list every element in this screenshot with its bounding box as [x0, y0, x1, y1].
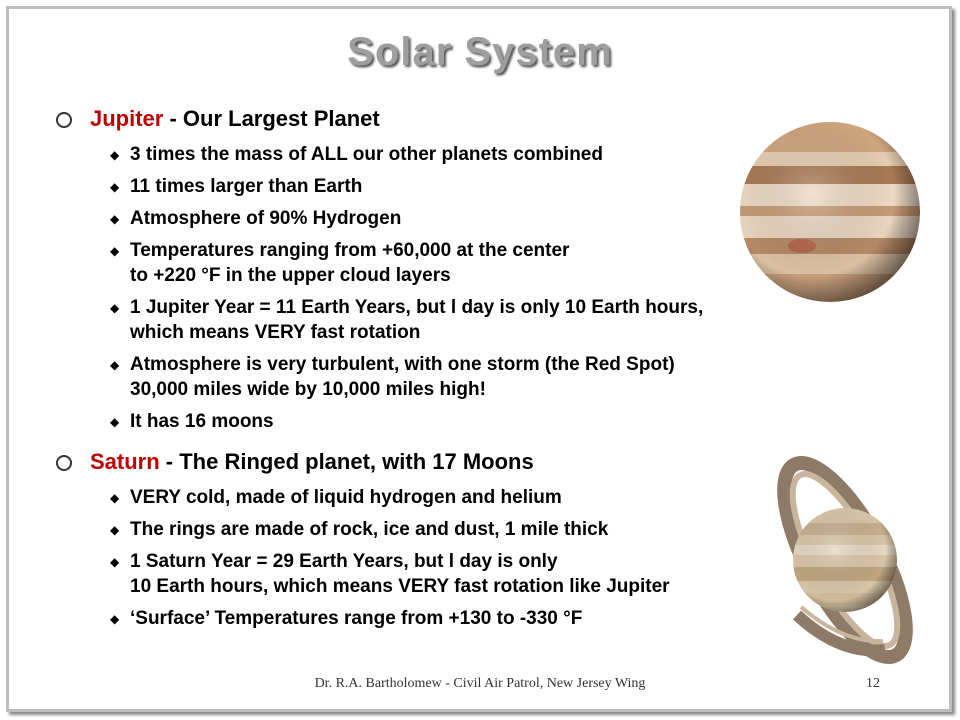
bullet-line: to +220 °F in the upper cloud layers [130, 265, 451, 286]
bullet-line: ‘Surface’ Temperatures range from +130 to -330 °F [130, 608, 583, 629]
diamond-bullet-icon: ◆ [110, 148, 120, 162]
circle-bullet-icon [56, 455, 72, 471]
bullet-item [52, 295, 892, 345]
bullet-line: 30,000 miles wide by 10,000 miles high! [130, 379, 486, 400]
diamond-bullet-icon: ◆ [110, 612, 120, 626]
bullet-line: The rings are made of rock, ice and dust, 1 mile thick [130, 519, 609, 540]
bullet-line: 1 Jupiter Year = 11 Earth Years, but l day is only 10 Earth hours, [130, 297, 704, 318]
page-number: 12 [866, 676, 880, 691]
bullet-line: 1 Saturn Year = 29 Earth Years, but l day is only [130, 551, 558, 572]
diamond-bullet-icon: ◆ [110, 415, 120, 429]
content-list [52, 102, 892, 638]
diamond-bullet-icon: ◆ [110, 301, 120, 315]
bullet-line: 11 times larger than Earth [130, 176, 363, 197]
bullet-line: Temperatures ranging from +60,000 at the center [130, 240, 570, 261]
diamond-bullet-icon: ◆ [110, 491, 120, 505]
section-keyword: Jupiter [90, 106, 164, 131]
section-keyword: Saturn [90, 449, 160, 474]
diamond-bullet-icon: ◆ [110, 244, 120, 258]
bullet-line: which means VERY fast rotation [130, 322, 421, 343]
bullet-item [52, 142, 892, 167]
diamond-bullet-icon: ◆ [110, 180, 120, 194]
bullet-item [52, 549, 892, 599]
section-heading-text: - The Ringed planet, with 17 Moons [159, 449, 534, 474]
bullet-item [52, 352, 892, 402]
footer-text: Dr. R.A. Bartholomew - Civil Air Patrol, New Jersey Wing [314, 676, 646, 691]
section-heading [52, 106, 892, 132]
diamond-bullet-icon: ◆ [110, 523, 120, 537]
bullet-item [52, 517, 892, 542]
slide-title: Solar System [347, 30, 613, 74]
bullet-line: It has 16 moons [130, 411, 274, 432]
bullet-line: VERY cold, made of liquid hydrogen and helium [130, 487, 562, 508]
bullet-item [52, 206, 892, 231]
bullet-line: 3 times the mass of ALL our other planets combined [130, 144, 603, 165]
diamond-bullet-icon: ◆ [110, 212, 120, 226]
bullet-line: 10 Earth hours, which means VERY fast rotation like Jupiter [130, 576, 670, 597]
bullet-item [52, 238, 892, 288]
bullet-item [52, 606, 892, 631]
section-heading [52, 449, 892, 475]
section-heading-text: - Our Largest Planet [163, 106, 380, 131]
circle-bullet-icon [56, 112, 72, 128]
bullet-item [52, 409, 892, 434]
bullet-line: Atmosphere of 90% Hydrogen [130, 208, 402, 229]
diamond-bullet-icon: ◆ [110, 358, 120, 372]
bullet-line: Atmosphere is very turbulent, with one storm (the Red Spot) [130, 354, 675, 375]
diamond-bullet-icon: ◆ [110, 555, 120, 569]
bullet-item [52, 174, 892, 199]
bullet-item [52, 485, 892, 510]
